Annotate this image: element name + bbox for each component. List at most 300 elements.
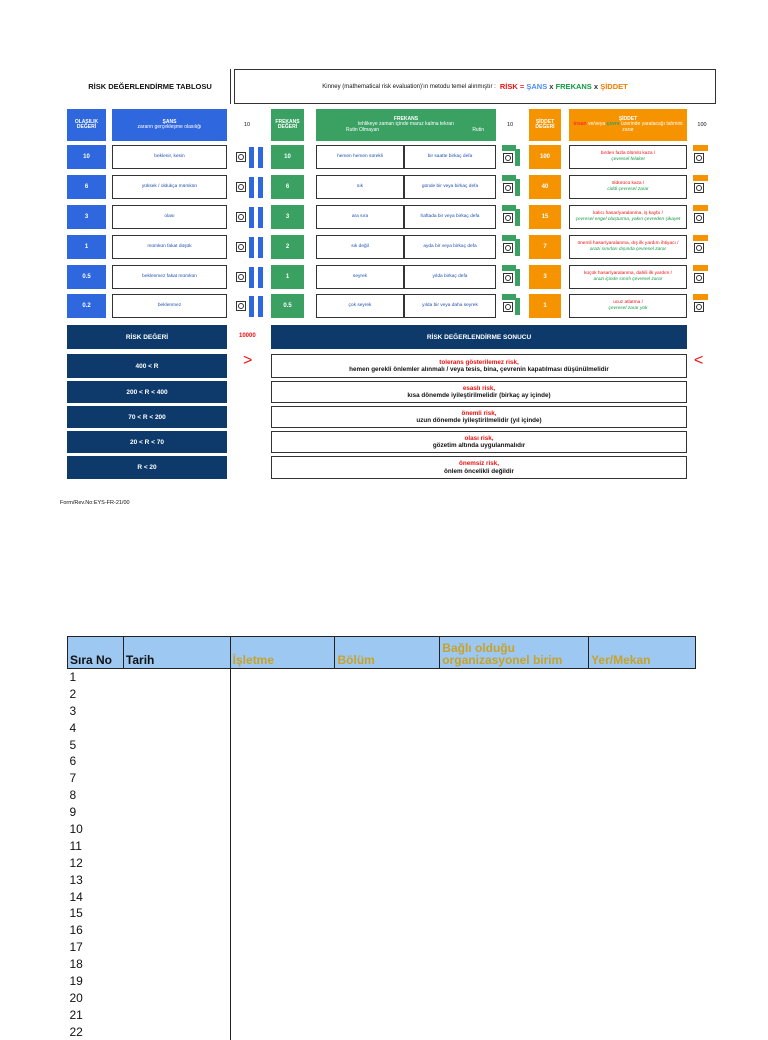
risk-range: 200 < R < 400 bbox=[67, 381, 227, 403]
row-cell-organizasyon[interactable] bbox=[440, 973, 589, 990]
sans-marker bbox=[258, 267, 263, 288]
olasilik-value: 3 bbox=[67, 205, 106, 229]
sans-header-sub: zararın gerçekleşme olasılığı bbox=[138, 125, 202, 131]
row-cell-tarih[interactable] bbox=[123, 685, 230, 702]
sans-description: mümkün fakat düşük bbox=[112, 235, 227, 259]
row-cell-isletme[interactable] bbox=[230, 871, 335, 888]
sans-description: yüksek / oldukça mümkün bbox=[112, 175, 227, 199]
frekans-max-label: 10 bbox=[501, 122, 519, 128]
frekans-marker bbox=[502, 265, 516, 271]
row-cell-organizasyon[interactable] bbox=[440, 939, 589, 956]
row-cell-organizasyon[interactable] bbox=[440, 770, 589, 787]
row-cell-tarih[interactable] bbox=[123, 939, 230, 956]
greater-than-arrow: > bbox=[243, 353, 252, 369]
row-cell-tarih[interactable] bbox=[123, 837, 230, 854]
row-cell-organizasyon[interactable] bbox=[440, 837, 589, 854]
table-row bbox=[68, 973, 696, 990]
row-cell-isletme[interactable] bbox=[230, 770, 335, 787]
row-cell-bolum[interactable] bbox=[335, 973, 440, 990]
frekans-marker bbox=[502, 294, 516, 300]
siddet-description bbox=[569, 205, 687, 229]
row-cell-organizasyon[interactable] bbox=[440, 685, 589, 702]
row-cell-isletme[interactable] bbox=[230, 1006, 335, 1023]
row-cell-organizasyon[interactable] bbox=[440, 719, 589, 736]
risk-max-value: 10000 bbox=[239, 333, 256, 339]
row-cell-bolum[interactable] bbox=[335, 685, 440, 702]
row-cell-tarih[interactable] bbox=[123, 1006, 230, 1023]
row-cell-organizasyon[interactable] bbox=[440, 989, 589, 1006]
frekans-value: 2 bbox=[271, 235, 304, 259]
frekans-marker bbox=[515, 149, 520, 166]
row-number: 16 bbox=[68, 922, 124, 939]
row-cell-yer[interactable] bbox=[589, 973, 696, 990]
olasilik-value: 6 bbox=[67, 175, 106, 199]
siddet-radio[interactable] bbox=[694, 213, 704, 223]
formula-sans: ŞANS bbox=[526, 82, 547, 91]
siddet-human-text: öldürücü kaza / bbox=[612, 181, 645, 187]
row-cell-organizasyon[interactable] bbox=[440, 871, 589, 888]
siddet-radio[interactable] bbox=[694, 302, 704, 312]
row-cell-yer[interactable] bbox=[589, 854, 696, 871]
frekans-marker bbox=[515, 269, 520, 286]
sans-marker bbox=[249, 207, 254, 228]
row-number: 19 bbox=[68, 973, 124, 990]
frekans-marker bbox=[502, 205, 516, 211]
row-cell-bolum[interactable] bbox=[335, 821, 440, 838]
sans-marker bbox=[249, 296, 254, 317]
table-row bbox=[68, 719, 696, 736]
row-number: 14 bbox=[68, 888, 124, 905]
risk-result-action: uzun dönemde iyileştirilmelidir (yıl içinde) bbox=[416, 417, 541, 424]
frekans-radio[interactable] bbox=[503, 183, 513, 193]
siddet-radio[interactable] bbox=[694, 243, 704, 253]
row-number: 17 bbox=[68, 939, 124, 956]
row-number: 1 bbox=[68, 669, 124, 686]
row-cell-bolum[interactable] bbox=[335, 922, 440, 939]
row-cell-yer[interactable] bbox=[589, 1023, 696, 1040]
siddet-max-label: 100 bbox=[692, 122, 712, 128]
row-cell-yer[interactable] bbox=[589, 837, 696, 854]
row-cell-isletme[interactable] bbox=[230, 837, 335, 854]
row-cell-bolum[interactable] bbox=[335, 905, 440, 922]
table-row bbox=[68, 770, 696, 787]
row-cell-tarih[interactable] bbox=[123, 854, 230, 871]
siddet-env-text: arazi içinde sınırlı çevresel zarar bbox=[594, 277, 663, 283]
table-row bbox=[68, 736, 696, 753]
row-cell-tarih[interactable] bbox=[123, 973, 230, 990]
row-cell-tarih[interactable] bbox=[123, 989, 230, 1006]
row-cell-bolum[interactable] bbox=[335, 1006, 440, 1023]
row-cell-yer[interactable] bbox=[589, 685, 696, 702]
row-cell-bolum[interactable] bbox=[335, 719, 440, 736]
row-number: 7 bbox=[68, 770, 124, 787]
row-cell-organizasyon[interactable] bbox=[440, 1006, 589, 1023]
risk-result-level: esaslı risk, bbox=[463, 385, 495, 392]
row-cell-tarih[interactable] bbox=[123, 669, 230, 686]
olasilik-header bbox=[67, 109, 106, 141]
row-number: 11 bbox=[68, 837, 124, 854]
frekans-routine: ayda bir veya birkaç defa bbox=[404, 235, 496, 259]
frekans-radio[interactable] bbox=[503, 153, 513, 163]
olasilik-value: 0.2 bbox=[67, 294, 106, 318]
siddet-header-title: ŞİDDET bbox=[619, 117, 637, 123]
frekans-subcolumns bbox=[316, 128, 496, 134]
frekans-radio[interactable] bbox=[503, 273, 513, 283]
risk-result-action: gözetim altında uygulanmalıdır bbox=[433, 442, 525, 449]
row-cell-yer[interactable] bbox=[589, 922, 696, 939]
risk-result bbox=[271, 456, 687, 479]
sans-marker bbox=[249, 237, 254, 258]
row-cell-yer[interactable] bbox=[589, 821, 696, 838]
siddet-human-text: kalıcı hasar/yaralanma, iş kaybı / bbox=[593, 211, 663, 217]
siddet-value: 3 bbox=[529, 265, 561, 289]
sans-marker bbox=[249, 177, 254, 198]
sans-marker bbox=[249, 147, 254, 168]
table-row bbox=[68, 787, 696, 804]
row-cell-bolum[interactable] bbox=[335, 871, 440, 888]
siddet-marker bbox=[693, 175, 708, 181]
row-cell-tarih[interactable] bbox=[123, 956, 230, 973]
siddet-description bbox=[569, 175, 687, 199]
siddet-env-text: ciddi çevresel zarar bbox=[607, 187, 648, 193]
sans-radio[interactable] bbox=[236, 272, 246, 282]
row-cell-tarih[interactable] bbox=[123, 753, 230, 770]
sans-marker bbox=[258, 207, 263, 228]
table-row bbox=[68, 939, 696, 956]
row-cell-yer[interactable] bbox=[589, 956, 696, 973]
less-than-arrow: < bbox=[694, 353, 703, 369]
row-cell-yer[interactable] bbox=[589, 939, 696, 956]
siddet-sub-rest: üzerinde yaratacağı tahmini zarar bbox=[621, 121, 682, 133]
table-row bbox=[68, 1023, 696, 1040]
row-cell-organizasyon[interactable] bbox=[440, 854, 589, 871]
formula-x2: x bbox=[594, 82, 598, 91]
frekans-header-title: FREKANS bbox=[394, 117, 418, 123]
frekans-radio[interactable] bbox=[503, 243, 513, 253]
row-cell-bolum[interactable] bbox=[335, 989, 440, 1006]
row-cell-tarih[interactable] bbox=[123, 905, 230, 922]
row-cell-bolum[interactable] bbox=[335, 888, 440, 905]
sans-radio[interactable] bbox=[236, 242, 246, 252]
rutin-olmayan-label: Rutin Olmayan bbox=[346, 128, 379, 134]
table-row bbox=[68, 888, 696, 905]
row-cell-bolum[interactable] bbox=[335, 770, 440, 787]
siddet-radio[interactable] bbox=[694, 273, 704, 283]
row-cell-tarih[interactable] bbox=[123, 922, 230, 939]
frekans-routine: haftada bir veya birkaç defa bbox=[404, 205, 496, 229]
row-cell-yer[interactable] bbox=[589, 753, 696, 770]
record-table bbox=[67, 636, 696, 1040]
kinney-text: Kinney (mathematical risk evaluation)'ın metodu temel alınmıştır : bbox=[322, 84, 496, 90]
col-sira-no: Sıra No bbox=[68, 637, 124, 669]
row-number: 22 bbox=[68, 1023, 124, 1040]
row-cell-isletme[interactable] bbox=[230, 905, 335, 922]
siddet-human-text: önemli hasar/yaralanma, dış ilk yardım ihtiyacı / bbox=[577, 241, 678, 247]
frekans-routine: günde bir veya birkaç defa bbox=[404, 175, 496, 199]
siddet-value: 40 bbox=[529, 175, 561, 199]
row-cell-organizasyon[interactable] bbox=[440, 922, 589, 939]
row-cell-organizasyon[interactable] bbox=[440, 736, 589, 753]
row-cell-organizasyon[interactable] bbox=[440, 905, 589, 922]
record-body bbox=[68, 669, 696, 1040]
page-title: RİSK DEĞERLENDİRME TABLOSU bbox=[70, 82, 230, 91]
table-row bbox=[68, 837, 696, 854]
frekans-routine: yılda birkaç defa bbox=[404, 265, 496, 289]
row-cell-bolum[interactable] bbox=[335, 939, 440, 956]
row-cell-bolum[interactable] bbox=[335, 753, 440, 770]
olasilik-value: 10 bbox=[67, 145, 106, 169]
row-cell-isletme[interactable] bbox=[230, 922, 335, 939]
frekans-marker bbox=[502, 175, 516, 181]
divider bbox=[230, 69, 231, 104]
frekans-radio[interactable] bbox=[503, 302, 513, 312]
formula-x1: x bbox=[549, 82, 553, 91]
frekans-marker bbox=[515, 298, 520, 315]
frekans-header bbox=[316, 109, 496, 141]
sans-radio[interactable] bbox=[236, 152, 246, 162]
row-cell-bolum[interactable] bbox=[335, 787, 440, 804]
siddet-radio[interactable] bbox=[694, 153, 704, 163]
table-row bbox=[68, 922, 696, 939]
row-cell-tarih[interactable] bbox=[123, 871, 230, 888]
row-cell-isletme[interactable] bbox=[230, 1023, 335, 1040]
row-cell-organizasyon[interactable] bbox=[440, 669, 589, 686]
siddet-deger-header bbox=[529, 109, 561, 141]
table-row bbox=[68, 821, 696, 838]
risk-result-level: önemli risk, bbox=[462, 410, 497, 417]
risk-result bbox=[271, 354, 687, 378]
row-cell-bolum[interactable] bbox=[335, 804, 440, 821]
frekans-value: 0.5 bbox=[271, 294, 304, 318]
row-cell-bolum[interactable] bbox=[335, 736, 440, 753]
row-cell-isletme[interactable] bbox=[230, 888, 335, 905]
risk-degeri-header: RİSK DEĞERİ bbox=[67, 325, 227, 349]
row-number: 8 bbox=[68, 787, 124, 804]
formula-eq: = bbox=[520, 82, 524, 91]
siddet-sub-cevre: çevre bbox=[607, 121, 620, 127]
row-cell-bolum[interactable] bbox=[335, 854, 440, 871]
frekans-value: 6 bbox=[271, 175, 304, 199]
row-cell-isletme[interactable] bbox=[230, 736, 335, 753]
row-cell-yer[interactable] bbox=[589, 702, 696, 719]
siddet-marker bbox=[693, 265, 708, 271]
siddet-marker bbox=[693, 235, 708, 241]
row-cell-yer[interactable] bbox=[589, 770, 696, 787]
row-cell-organizasyon[interactable] bbox=[440, 753, 589, 770]
siddet-header-sub bbox=[569, 122, 687, 133]
row-cell-isletme[interactable] bbox=[230, 821, 335, 838]
risk-result bbox=[271, 431, 687, 453]
row-cell-isletme[interactable] bbox=[230, 804, 335, 821]
siddet-description bbox=[569, 235, 687, 259]
risk-range: 20 < R < 70 bbox=[67, 431, 227, 453]
frekans-nonroutine: ara sıra bbox=[316, 205, 404, 229]
row-cell-organizasyon[interactable] bbox=[440, 1023, 589, 1040]
row-cell-yer[interactable] bbox=[589, 787, 696, 804]
risk-result-action: önlem öncelikli değildir bbox=[444, 468, 514, 475]
row-cell-isletme[interactable] bbox=[230, 989, 335, 1006]
risk-range: 400 < R bbox=[67, 354, 227, 378]
row-cell-organizasyon[interactable] bbox=[440, 702, 589, 719]
row-cell-isletme[interactable] bbox=[230, 753, 335, 770]
formula-siddet: ŞİDDET bbox=[600, 82, 628, 91]
table-row bbox=[68, 956, 696, 973]
row-cell-tarih[interactable] bbox=[123, 821, 230, 838]
siddet-description bbox=[569, 294, 687, 318]
table-row bbox=[68, 1006, 696, 1023]
row-cell-organizasyon[interactable] bbox=[440, 821, 589, 838]
row-cell-isletme[interactable] bbox=[230, 854, 335, 871]
col-tarih: Tarih bbox=[123, 637, 230, 669]
siddet-human-text: küçük hasar/yaralanma, dahili ilk yardım / bbox=[584, 271, 672, 277]
siddet-value: 7 bbox=[529, 235, 561, 259]
sans-description: olası bbox=[112, 205, 227, 229]
col-bolum: Bölüm bbox=[335, 637, 440, 669]
siddet-description bbox=[569, 265, 687, 289]
row-cell-organizasyon[interactable] bbox=[440, 888, 589, 905]
sans-description: beklenir, kesin bbox=[112, 145, 227, 169]
risk-result-action: kısa dönemde iyileştirilmelidir (birkaç ay içinde) bbox=[407, 392, 550, 399]
sans-header-title: ŞANS bbox=[163, 120, 177, 126]
sans-header bbox=[112, 109, 227, 141]
row-cell-tarih[interactable] bbox=[123, 888, 230, 905]
row-cell-isletme[interactable] bbox=[230, 669, 335, 686]
risk-result-level: olası risk, bbox=[464, 435, 493, 442]
table-row bbox=[68, 702, 696, 719]
row-cell-yer[interactable] bbox=[589, 905, 696, 922]
risk-range: 70 < R < 200 bbox=[67, 406, 227, 428]
frekans-marker bbox=[515, 209, 520, 226]
frekans-radio[interactable] bbox=[503, 213, 513, 223]
row-number: 21 bbox=[68, 1006, 124, 1023]
frekans-value: 10 bbox=[271, 145, 304, 169]
row-cell-bolum[interactable] bbox=[335, 669, 440, 686]
row-cell-bolum[interactable] bbox=[335, 837, 440, 854]
row-number: 15 bbox=[68, 905, 124, 922]
risk-result-action: hemen gerekli önlemler alınmalı / veya tesis, bina, çevrenin kapatılması düşünülmelidir bbox=[349, 366, 609, 373]
siddet-human-text: ucuz atlatma / bbox=[613, 300, 643, 306]
row-number: 12 bbox=[68, 854, 124, 871]
row-cell-yer[interactable] bbox=[589, 719, 696, 736]
siddet-value: 15 bbox=[529, 205, 561, 229]
table-row bbox=[68, 804, 696, 821]
formula-frekans: FREKANS bbox=[556, 82, 592, 91]
frekans-nonroutine: hemen hemen sürekli bbox=[316, 145, 404, 169]
frekans-routine: yılda bir veya daha seyrek bbox=[404, 294, 496, 318]
risk-result bbox=[271, 381, 687, 403]
risk-result-level: tolerans gösterilemez risk, bbox=[439, 359, 518, 366]
row-cell-tarih[interactable] bbox=[123, 804, 230, 821]
row-cell-yer[interactable] bbox=[589, 871, 696, 888]
siddet-sub-insan: insan bbox=[574, 121, 587, 127]
table-row bbox=[68, 753, 696, 770]
row-cell-isletme[interactable] bbox=[230, 939, 335, 956]
sans-radio[interactable] bbox=[236, 212, 246, 222]
row-cell-tarih[interactable] bbox=[123, 1023, 230, 1040]
row-cell-tarih[interactable] bbox=[123, 719, 230, 736]
risk-range: R < 20 bbox=[67, 456, 227, 479]
row-number: 4 bbox=[68, 719, 124, 736]
table-row bbox=[68, 669, 696, 686]
sans-marker bbox=[258, 147, 263, 168]
col-yer-mekan: Yer/Mekan bbox=[589, 637, 696, 669]
row-cell-organizasyon[interactable] bbox=[440, 956, 589, 973]
row-cell-yer[interactable] bbox=[589, 736, 696, 753]
row-cell-bolum[interactable] bbox=[335, 956, 440, 973]
record-header-row bbox=[68, 637, 696, 669]
sans-marker bbox=[258, 177, 263, 198]
col-organizasyon: Bağlı olduğu organizasyonel birim bbox=[440, 637, 589, 669]
kinney-method-note bbox=[234, 69, 716, 104]
row-number: 13 bbox=[68, 871, 124, 888]
frekans-nonroutine: sık bbox=[316, 175, 404, 199]
frekans-marker bbox=[515, 239, 520, 256]
sans-marker bbox=[258, 296, 263, 317]
olasilik-value: 0.5 bbox=[67, 265, 106, 289]
row-cell-organizasyon[interactable] bbox=[440, 787, 589, 804]
form-number: Form/Rev.No:EYS-FR-21/00 bbox=[60, 500, 130, 506]
row-cell-isletme[interactable] bbox=[230, 719, 335, 736]
frekans-routine: bir saatte birkaç defa bbox=[404, 145, 496, 169]
risk-formula bbox=[500, 82, 628, 91]
frekans-value: 3 bbox=[271, 205, 304, 229]
frekans-nonroutine: sık değil bbox=[316, 235, 404, 259]
row-cell-isletme[interactable] bbox=[230, 973, 335, 990]
row-cell-tarih[interactable] bbox=[123, 736, 230, 753]
row-cell-isletme[interactable] bbox=[230, 787, 335, 804]
row-cell-yer[interactable] bbox=[589, 669, 696, 686]
row-cell-tarih[interactable] bbox=[123, 770, 230, 787]
table-row bbox=[68, 685, 696, 702]
row-cell-isletme[interactable] bbox=[230, 702, 335, 719]
frekans-deger-label: FREKANS DEĞERİ bbox=[271, 120, 304, 131]
row-cell-yer[interactable] bbox=[589, 989, 696, 1006]
siddet-deger-label: ŞİDDET DEĞERİ bbox=[529, 120, 561, 131]
sans-radio[interactable] bbox=[236, 301, 246, 311]
row-number: 3 bbox=[68, 702, 124, 719]
sonuc-header: RİSK DEĞERLENDİRME SONUCU bbox=[271, 325, 687, 349]
row-number: 10 bbox=[68, 821, 124, 838]
row-cell-organizasyon[interactable] bbox=[440, 804, 589, 821]
sans-description: beklenmez bbox=[112, 294, 227, 318]
row-cell-bolum[interactable] bbox=[335, 702, 440, 719]
risk-result bbox=[271, 406, 687, 428]
siddet-env-text: çevresel zarar yok bbox=[609, 306, 648, 312]
siddet-radio[interactable] bbox=[694, 183, 704, 193]
row-cell-yer[interactable] bbox=[589, 804, 696, 821]
row-cell-isletme[interactable] bbox=[230, 956, 335, 973]
row-number: 18 bbox=[68, 956, 124, 973]
frekans-nonroutine: seyrek bbox=[316, 265, 404, 289]
row-cell-bolum[interactable] bbox=[335, 1023, 440, 1040]
sans-marker bbox=[258, 237, 263, 258]
siddet-env-text: arazi sınırları dışında çevresel zarar bbox=[590, 247, 666, 253]
table-row bbox=[68, 989, 696, 1006]
row-cell-isletme[interactable] bbox=[230, 685, 335, 702]
row-cell-yer[interactable] bbox=[589, 1006, 696, 1023]
siddet-value: 100 bbox=[529, 145, 561, 169]
table-row bbox=[68, 905, 696, 922]
frekans-nonroutine: çok seyrek bbox=[316, 294, 404, 318]
row-cell-tarih[interactable] bbox=[123, 702, 230, 719]
frekans-marker bbox=[502, 145, 516, 151]
row-cell-yer[interactable] bbox=[589, 888, 696, 905]
sans-radio[interactable] bbox=[236, 182, 246, 192]
risk-result-level: önemsiz risk, bbox=[459, 460, 499, 467]
siddet-description bbox=[569, 145, 687, 169]
row-cell-tarih[interactable] bbox=[123, 787, 230, 804]
sans-marker bbox=[249, 267, 254, 288]
